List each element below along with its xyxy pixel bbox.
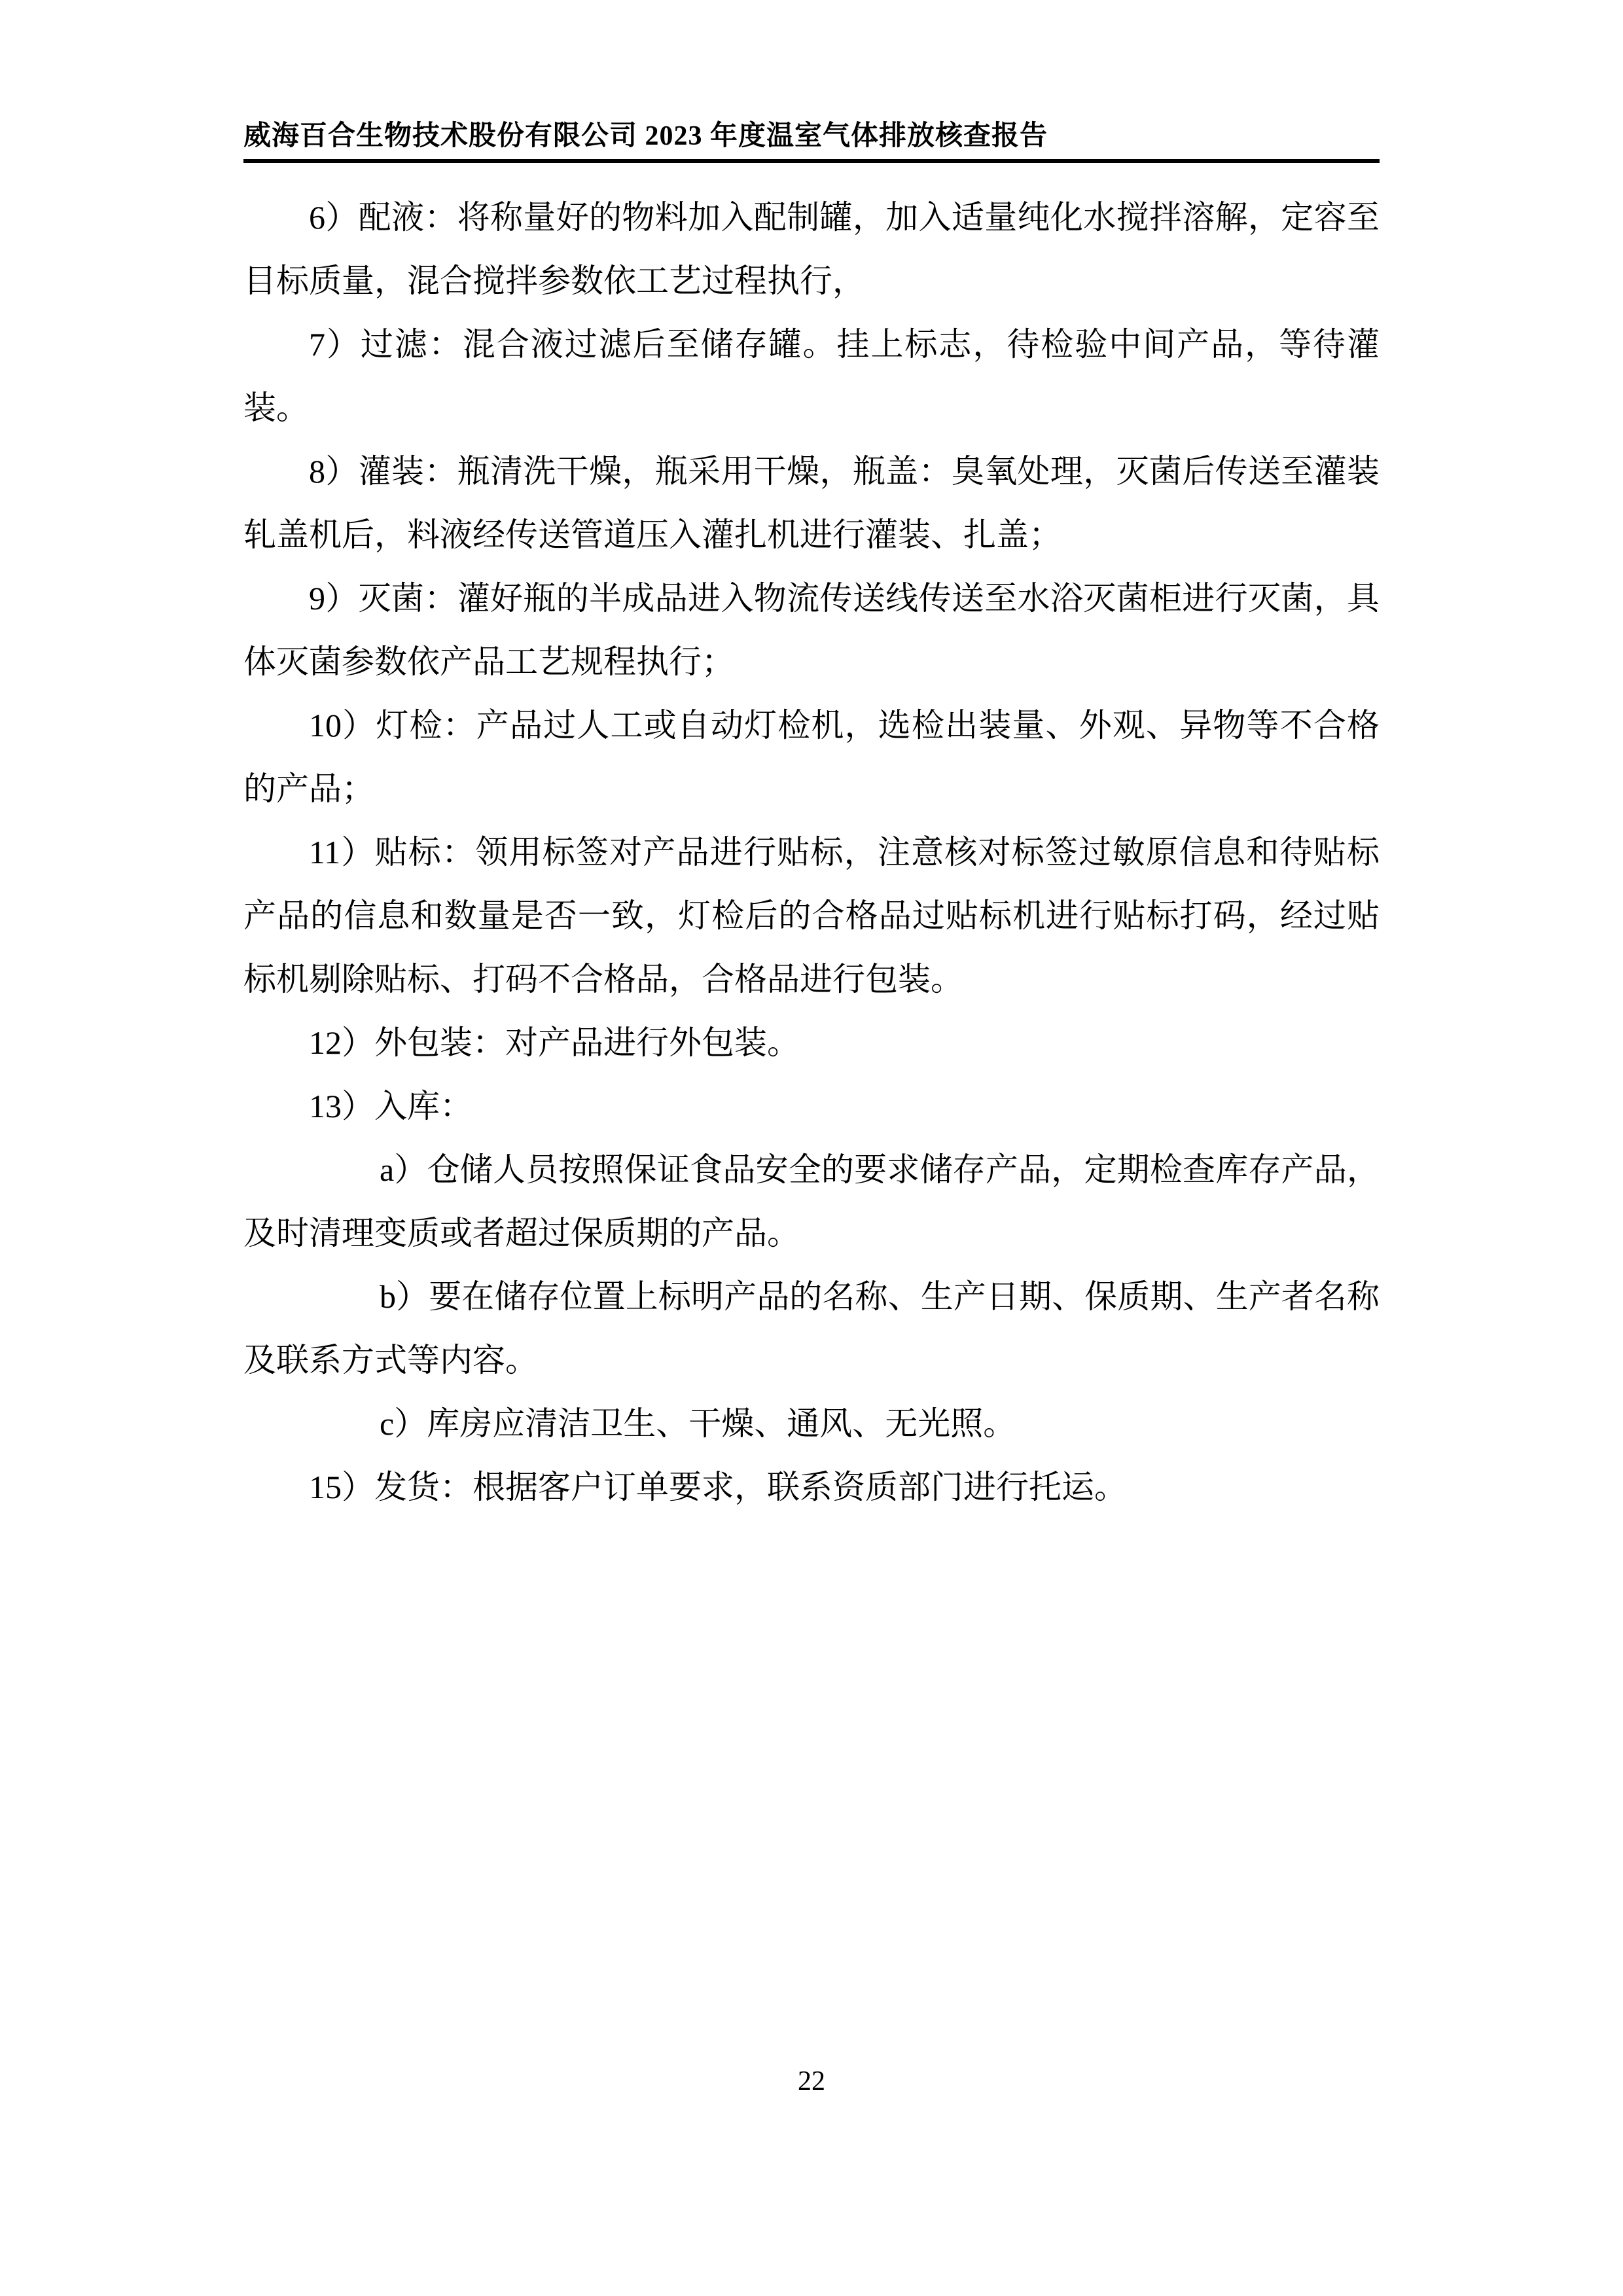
sub-item-a-storage: a）仓储人员按照保证食品安全的要求储存产品，定期检查库存产品，及时清理变质或者超过保质期的产品。 xyxy=(243,1151,1380,1251)
document-body xyxy=(243,186,1380,1519)
list-item-9-sterilization: 9）灭菌：灌好瓶的半成品进入物流传送线传送至水浴灭菌柜进行灭菌，具体灭菌参数依产品工艺规程执行； xyxy=(243,580,1380,680)
list-item-8-filling: 8）灌装：瓶清洗干燥，瓶采用干燥，瓶盖：臭氧处理，灭菌后传送至灌装轧盖机后，料液经传送管道压入灌扎机进行灌装、扎盖； xyxy=(243,453,1380,553)
list-item-10-lamp-inspection: 10）灯检：产品过人工或自动灯检机，选检出装量、外观、异物等不合格的产品； xyxy=(243,707,1380,807)
list-item-12-outer-packaging: 12）外包装：对产品进行外包装。 xyxy=(309,1024,800,1061)
list-item-13-warehousing: 13）入库： xyxy=(309,1088,473,1124)
list-item-6-mixing: 6）配液：将称量好的物料加入配制罐，加入适量纯化水搅拌溶解，定容至目标质量，混合搅拌参数依工艺过程执行， xyxy=(243,199,1380,299)
header-rule-divider xyxy=(243,159,1380,163)
list-item-11-labeling: 11）贴标：领用标签对产品进行贴标，注意核对标签过敏原信息和待贴标产品的信息和数量是否一致，灯检后的合格品过贴标机进行贴标打码，经过贴标机剔除贴标、打码不合格品，合格品进行包装。 xyxy=(243,834,1380,997)
page-number: 22 xyxy=(798,2066,825,2096)
list-item-7-filtering: 7）过滤：混合液过滤后至储存罐。挂上标志，待检验中间产品，等待灌装。 xyxy=(243,326,1380,426)
sub-item-b-marking: b）要在储存位置上标明产品的名称、生产日期、保质期、生产者名称及联系方式等内容。 xyxy=(243,1278,1380,1378)
page-header-title: 威海百合生物技术股份有限公司 2023 年度温室气体排放核查报告 xyxy=(243,121,1048,151)
list-item-15-shipping: 15）发货：根据客户订单要求，联系资质部门进行托运。 xyxy=(309,1469,1127,1505)
sub-item-c-warehouse-condition: c）库房应清洁卫生、干燥、通风、无光照。 xyxy=(380,1405,1016,1442)
